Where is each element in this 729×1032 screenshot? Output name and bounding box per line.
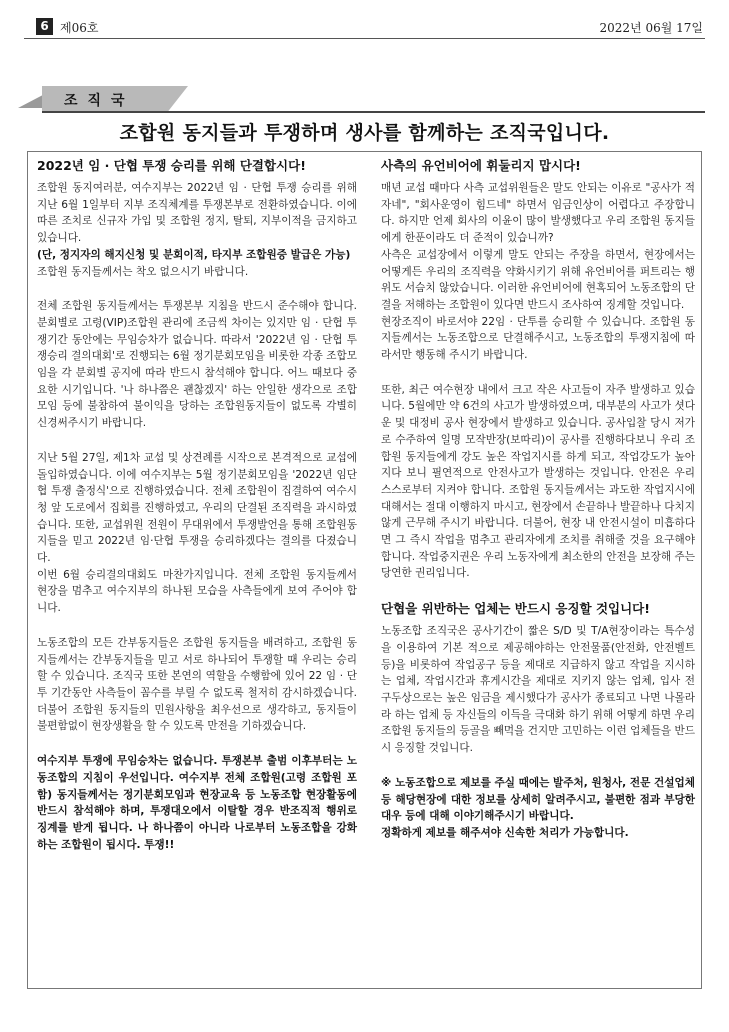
paragraph: 지난 5월 27일, 제1차 교섭 및 상견례를 시작으로 본격적으로 교섭에 돌입하였습니다. 이에 여수지부는 5월 정기분회모임을 '2022년 임단협 투쟁 출정식'으로 진행하였습니다. 전체 조합원이 집결하여 여수시청 앞 도로에서 집회를 진행하였고, 우리의 단결된 조직력을 과시하였습니다. 또한, 교섭위원 전원이 무대위에서 투쟁발언을 통해 조합원동지들을 믿고 2022년 임·단협 투쟁을 승리하겠다는 결의를 다졌습니다. bbox=[37, 451, 357, 565]
paragraph: 사측은 교섭장에서 이렇게 말도 안되는 주장을 하면서, 현장에서는 어떻게든 우리의 조직력을 약화시키기 위해 유언비어를 퍼트리는 행위도 서슴치 않았습니다. 이러한 유언비어에 현혹되어 노동조합의 단결을 저해하는 조합원이 있다면 반드시 조사하여 징계할 것입니다. bbox=[381, 248, 696, 311]
paragraph: 전체 조합원 동지들께서는 투쟁본부 지침을 반드시 준수해야 합니다. 분회별로 고령(VIP)조합원 관리에 조금씩 차이는 있지만 임 · 단협 투쟁기간 동안에는 무임승차가 없습니다. 따라서 '2022년 임 · 단협 투쟁승리 결의대회'로 진행되는 6월 정기분회모임을 비롯한 각종 조합모임을 각 분회별 공지에 따라 반드시 참석해야 합니다. 어느 때보다 중요한 시기입니다. '나 하나쯤은 괜찮겠지' 하는 안일한 생각으로 조합모임 등에 불참하여 불이익을 당하는 조합원동지들이 없도록 각별히 신경써주시기 바랍니다. bbox=[37, 300, 357, 430]
page-headline: 조합원 동지들과 투쟁하며 생사를 함께하는 조직국입니다. bbox=[119, 122, 610, 144]
issue-number: 제06호 bbox=[60, 21, 99, 35]
left-column bbox=[37, 157, 357, 863]
right-heading-1: 사측의 유언비어에 휘둘리지 맙시다! bbox=[381, 158, 581, 173]
paragraph: 또한, 최근 여수현장 내에서 크고 작은 사고들이 자주 발생하고 있습니다. 5월에만 약 6건의 사고가 발생하였으며, 대부분의 사고가 셧다운 및 대정비 공사 현장에서 발생하고 있습니다. 공사입찰 당시 저가로 수주하여 일명 모작반장(보따리)이 공사를 진행하다보니 우리 조합원 동지들에게 강도 높은 작업지시를 하게 되고, 작업강도가 높아지다 보니 필연적으로 안전사고가 발생하는 것입니다. 안전은 우리 스스로부터 지켜야 합니다. 조합원 동지들께서는 과도한 작업지시에 대해서는 절대 이행하지 마시고, 현장에서 손끝하나 발끝하나 다치지 않게 근무해 주시기 바랍니다. 더불어, 현장 내 안전시설이 미흡하다면 그 즉시 작업을 멈추고 관리자에게 조치를 취해줄 것을 요구해야 합니다. 작업중지권은 우리 노동자에게 최소한의 안전을 보장해 주는 당연한 권리입니다. bbox=[381, 383, 695, 580]
right-column bbox=[381, 157, 695, 852]
paragraph: 노동조합의 모든 간부동지들은 조합원 동지들을 배려하고, 조합원 동지들께서는 간부동지들을 믿고 서로 하나되어 투쟁할 때 우리는 승리할 수 있습니다. 조직국 또한 본연의 역할을 수행함에 있어 22 임 · 단투 기간동안 사측들이 꼼수를 부릴 수 없도록 철저히 감시하겠습니다. 더불어 조합원 동지들의 민원사항을 최우선으로 생각하고, 동지들이 불편함없이 현장생활을 할 수 있도록 만전을 기하겠습니다. bbox=[37, 636, 357, 733]
title-rule bbox=[42, 111, 705, 113]
paragraph-bold: 여수지부 투쟁에 무임승차는 없습니다. 투쟁본부 출범 이후부터는 노동조합의 지침이 우선입니다. 여수지부 전체 조합원(고령 조합원 포함) 동지들께서는 정기분회모임과 현장교육 등 노동조합 현장활동에 반드시 참석해야 하며, 투쟁대오에서 이탈할 경우 반조직적 행위로 징계를 받게 됩니다. 나 하나쯤이 아니라 나로부터 노동조합을 강화하는 조합원이 됩시다. 투쟁!! bbox=[37, 755, 357, 851]
header-rule bbox=[24, 38, 705, 39]
paragraph: 현장조직이 바로서야 22임 · 단투를 승리할 수 있습니다. 조합원 동지들께서는 노동조합으로 단결해주시고, 노동조합의 투쟁지침에 따라서만 행동해 주시기 바랍니다. bbox=[381, 315, 695, 362]
page-number: 6 bbox=[36, 18, 53, 35]
paragraph: 매년 교섭 때마다 사측 교섭위원들은 말도 안되는 이유로 "공사가 적자네", "회사운영이 힘드네" 하면서 임금인상이 어렵다고 주장합니다. 하지만 언제 회사의 이윤이 많이 발생했다고 우리 조합원 동지들에게 한푼이라도 더 준적이 있습니까? bbox=[381, 182, 695, 245]
left-heading: 2022년 임 · 단협 투쟁 승리를 위해 단결합시다! bbox=[37, 158, 306, 173]
department-label: 조직국 bbox=[64, 93, 135, 109]
right-heading-2: 단협을 위반하는 업체는 반드시 응징할 것입니다! bbox=[381, 601, 650, 617]
paragraph-bold: ※ 노동조합으로 제보를 주실 때에는 발주처, 원청사, 전문 건설업체 등 해당현장에 대한 정보를 상세히 알려주시고, 불편한 점과 부당한 대우 등에 대해 이야기해주시기 바랍니다. bbox=[381, 776, 695, 823]
paragraph: 이번 6월 승리결의대회도 마찬가지입니다. 전체 조합원 동지들께서 현장을 멈추고 여수지부의 하나된 모습을 사측들에게 보여 주어야 합니다. bbox=[37, 568, 357, 615]
paragraph: 노동조합 조직국은 공사기간이 짧은 S/D 및 T/A현장이라는 특수성을 이용하여 기본 적으로 제공해야하는 안전물품(안전화, 안전벨트 등)을 비롯하여 작업공구 등을 제대로 지급하지 않고 작업을 지시하는 업체, 작업시간과 휴게시간을 제대로 지키지 않는 업체, 입사 전 구두상으로는 높은 임금을 제시했다가 공사가 종료되고 나면 나몰라라 하는 업체 등 자신들의 이득을 극대화 하기 위해 어떻게 하면 우리 조합원 동지들의 등골을 빼먹을 건지만 고민하는 이런 업체들을 반드시 응징할 것입니다. bbox=[381, 625, 695, 755]
paragraph-bold: (단, 정지자의 해지신청 및 분회이적, 타지부 조합원증 발급은 가능) bbox=[37, 248, 351, 261]
paragraph: 조합원 동지여러분, 여수지부는 2022년 임 · 단협 투쟁 승리를 위해 지난 6월 1일부터 지부 조직체계를 투쟁본부로 전환하였습니다. 이에 따른 조치로 신규자 가입 및 조합원 정지, 탈퇴, 지부이적을 금지하고 있습니다. bbox=[37, 182, 357, 245]
paragraph-bold: 정확하게 제보를 해주셔야 신속한 처리가 가능합니다. bbox=[381, 826, 629, 839]
paragraph: 조합원 동지들께서는 착오 없으시기 바랍니다. bbox=[37, 265, 249, 278]
publication-date: 2022년 06월 17일 bbox=[599, 21, 703, 35]
